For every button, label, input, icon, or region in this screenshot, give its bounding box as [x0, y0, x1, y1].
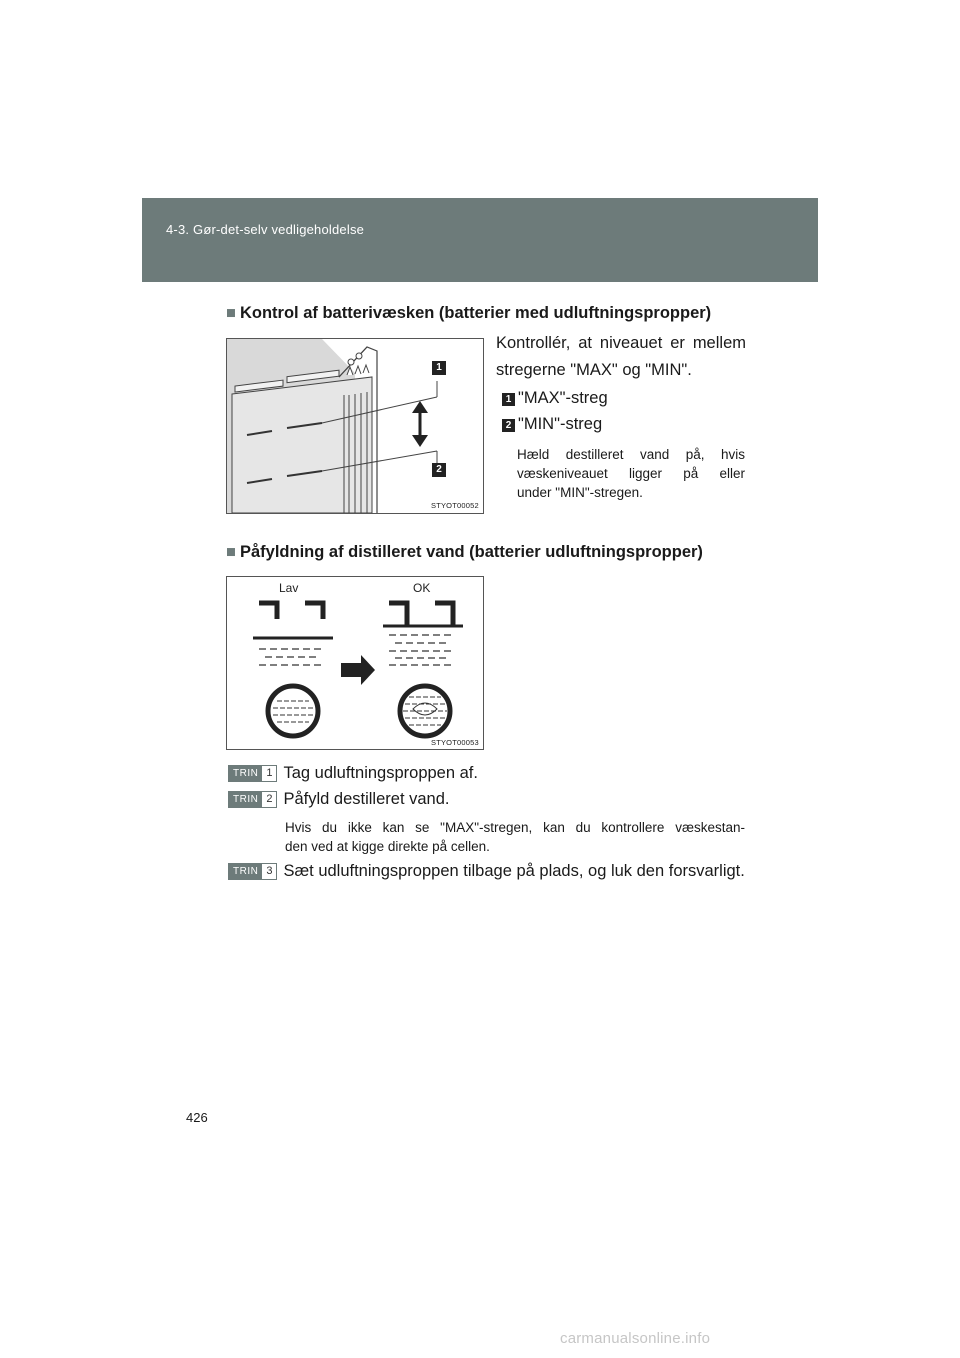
heading-square-icon: ■	[226, 304, 236, 322]
figure-callout-2: 2	[432, 463, 446, 477]
step-badge-1	[228, 765, 277, 782]
section-heading-text: Kontrol af batterivæsken (batterier med udluftningspropper)	[239, 304, 712, 322]
refill-illustration	[227, 577, 483, 749]
step-number: 2	[262, 792, 276, 807]
step-number: 3	[262, 864, 276, 879]
page-number: 426	[186, 1110, 208, 1125]
intro-line-2: stregerne "MAX" og "MIN".	[496, 361, 692, 379]
step-text-1: Tag udluftningsproppen af.	[283, 764, 478, 782]
heading-square-icon: ■	[226, 543, 236, 561]
step-word: TRIN	[229, 792, 262, 807]
callout-item-min	[502, 415, 602, 434]
note-line-1: Hæld destilleret vand på, hvis	[517, 447, 745, 462]
battery-check-intro	[496, 330, 746, 384]
step-2-note-line-2: den ved at kigge direkte på cellen.	[285, 839, 490, 854]
step-text-3: Sæt udluftningsproppen tilbage på plads, og luk den forsvarligt.	[283, 862, 745, 880]
figure-callout-1: 1	[432, 361, 446, 375]
callout-label-max: "MAX"-streg	[518, 389, 608, 407]
step-badge-2	[228, 791, 277, 808]
note-line-3: under "MIN"-stregen.	[517, 485, 643, 500]
callout-badge-2: 2	[502, 419, 515, 432]
battery-check-note	[517, 445, 745, 502]
refill-level-figure	[226, 576, 484, 750]
step-badge-3	[228, 863, 277, 880]
step-2	[228, 790, 449, 809]
section-header-title: 4-3. Gør-det-selv vedligeholdelse	[166, 222, 365, 237]
step-number: 1	[262, 766, 276, 781]
figure-code: STYOT00053	[431, 738, 479, 747]
watermark: carmanualsonline.info	[560, 1330, 711, 1347]
step-2-note	[285, 818, 745, 856]
step-text-2: Påfyld destilleret vand.	[283, 790, 450, 808]
callout-item-max	[502, 389, 608, 408]
step-1	[228, 764, 478, 783]
intro-line-1: Kontrollér, at niveauet er mellem	[496, 334, 746, 352]
label-ok: OK	[413, 581, 431, 595]
step-word: TRIN	[229, 766, 262, 781]
header-band	[142, 198, 818, 282]
step-2-note-line-1: Hvis du ikke kan se "MAX"-stregen, kan du kontrollere væskestan-	[285, 820, 745, 835]
step-word: TRIN	[229, 864, 262, 879]
label-low: Lav	[279, 581, 299, 595]
section-heading-text: Påfyldning af distilleret vand (batterier udluftningspropper)	[239, 543, 703, 561]
figure-code: STYOT00052	[431, 501, 479, 510]
callout-badge-1: 1	[502, 393, 515, 406]
section-heading-battery-check	[226, 304, 711, 323]
section-heading-refill	[226, 543, 703, 562]
note-line-2: væskeniveauet ligger på eller	[517, 466, 745, 481]
step-3	[228, 862, 745, 881]
battery-level-figure	[226, 338, 484, 514]
callout-label-min: "MIN"-streg	[518, 415, 603, 433]
